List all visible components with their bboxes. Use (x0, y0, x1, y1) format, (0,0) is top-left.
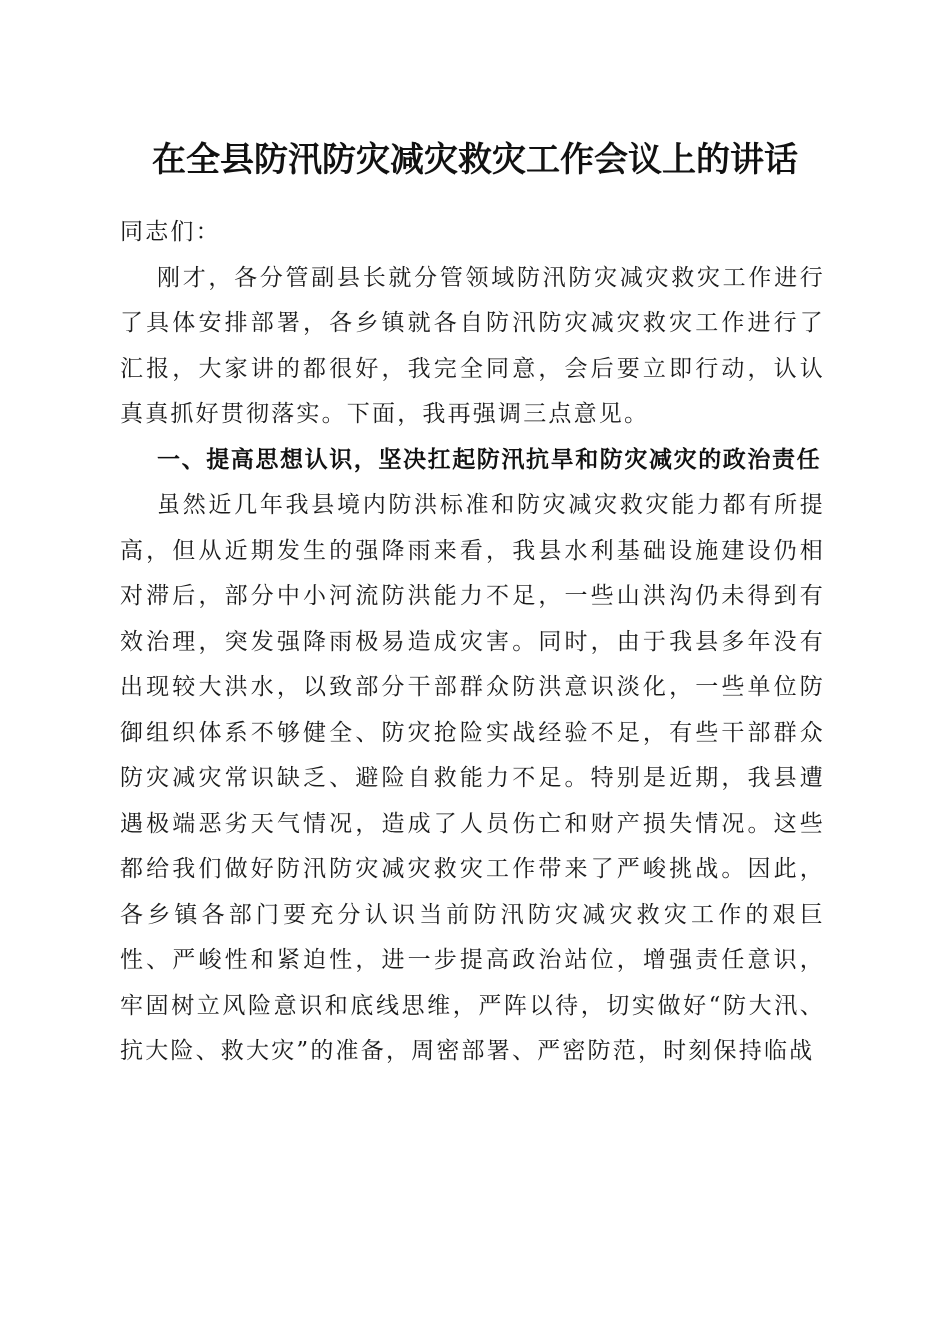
section-1-paragraph: 虽然近几年我县境内防洪标准和防灾减灾救灾能力都有所提高，但从近期发生的强降雨来看，我县水利基础设施建设仍相对滞后，部分中小河流防洪能力不足，一些山洪沟仍未得到有效治理，突发强降雨极易造成灾害。同时，由于我县多年没有出现较大洪水，以致部分干部群众防洪意识淡化，一些单位防御组织体系不够健全、防灾抢险实战经验不足，有些干部群众防灾减灾常识缺乏、避险自救能力不足。特别是近期，我县遭遇极端恶劣天气情况，造成了人员伤亡和财产损失情况。这些都给我们做好防汛防灾减灾救灾工作带来了严峻挑战。因此，各乡镇各部门要充分认识当前防汛防灾减灾救灾工作的艰巨性、严峻性和紧迫性，进一步提高政治站位，增强责任意识，牢固树立风险意识和底线思维，严阵以待，切实做好“防大汛、抗大险、救大灾”的准备，周密部署、严密防范，时刻保持临战 (120, 492, 825, 1064)
section-heading-1: 一、提高思想认识，坚决扛起防汛抗旱和防灾减灾的政治责任 (157, 446, 822, 473)
salutation: 同志们： (120, 219, 221, 245)
opening-paragraph: 刚才，各分管副县长就分管领域防汛防灾减灾救灾工作进行了具体安排部署，各乡镇就各自防汛防灾减灾救灾工作进行了汇报，大家讲的都很好，我完全同意，会后要立即行动，认认真真抓好贯彻落实。下面，我再强调三点意见。 (120, 264, 825, 427)
document-title: 在全县防汛防灾减灾救灾工作会议上的讲话 (152, 140, 798, 180)
document-body (120, 210, 825, 1075)
